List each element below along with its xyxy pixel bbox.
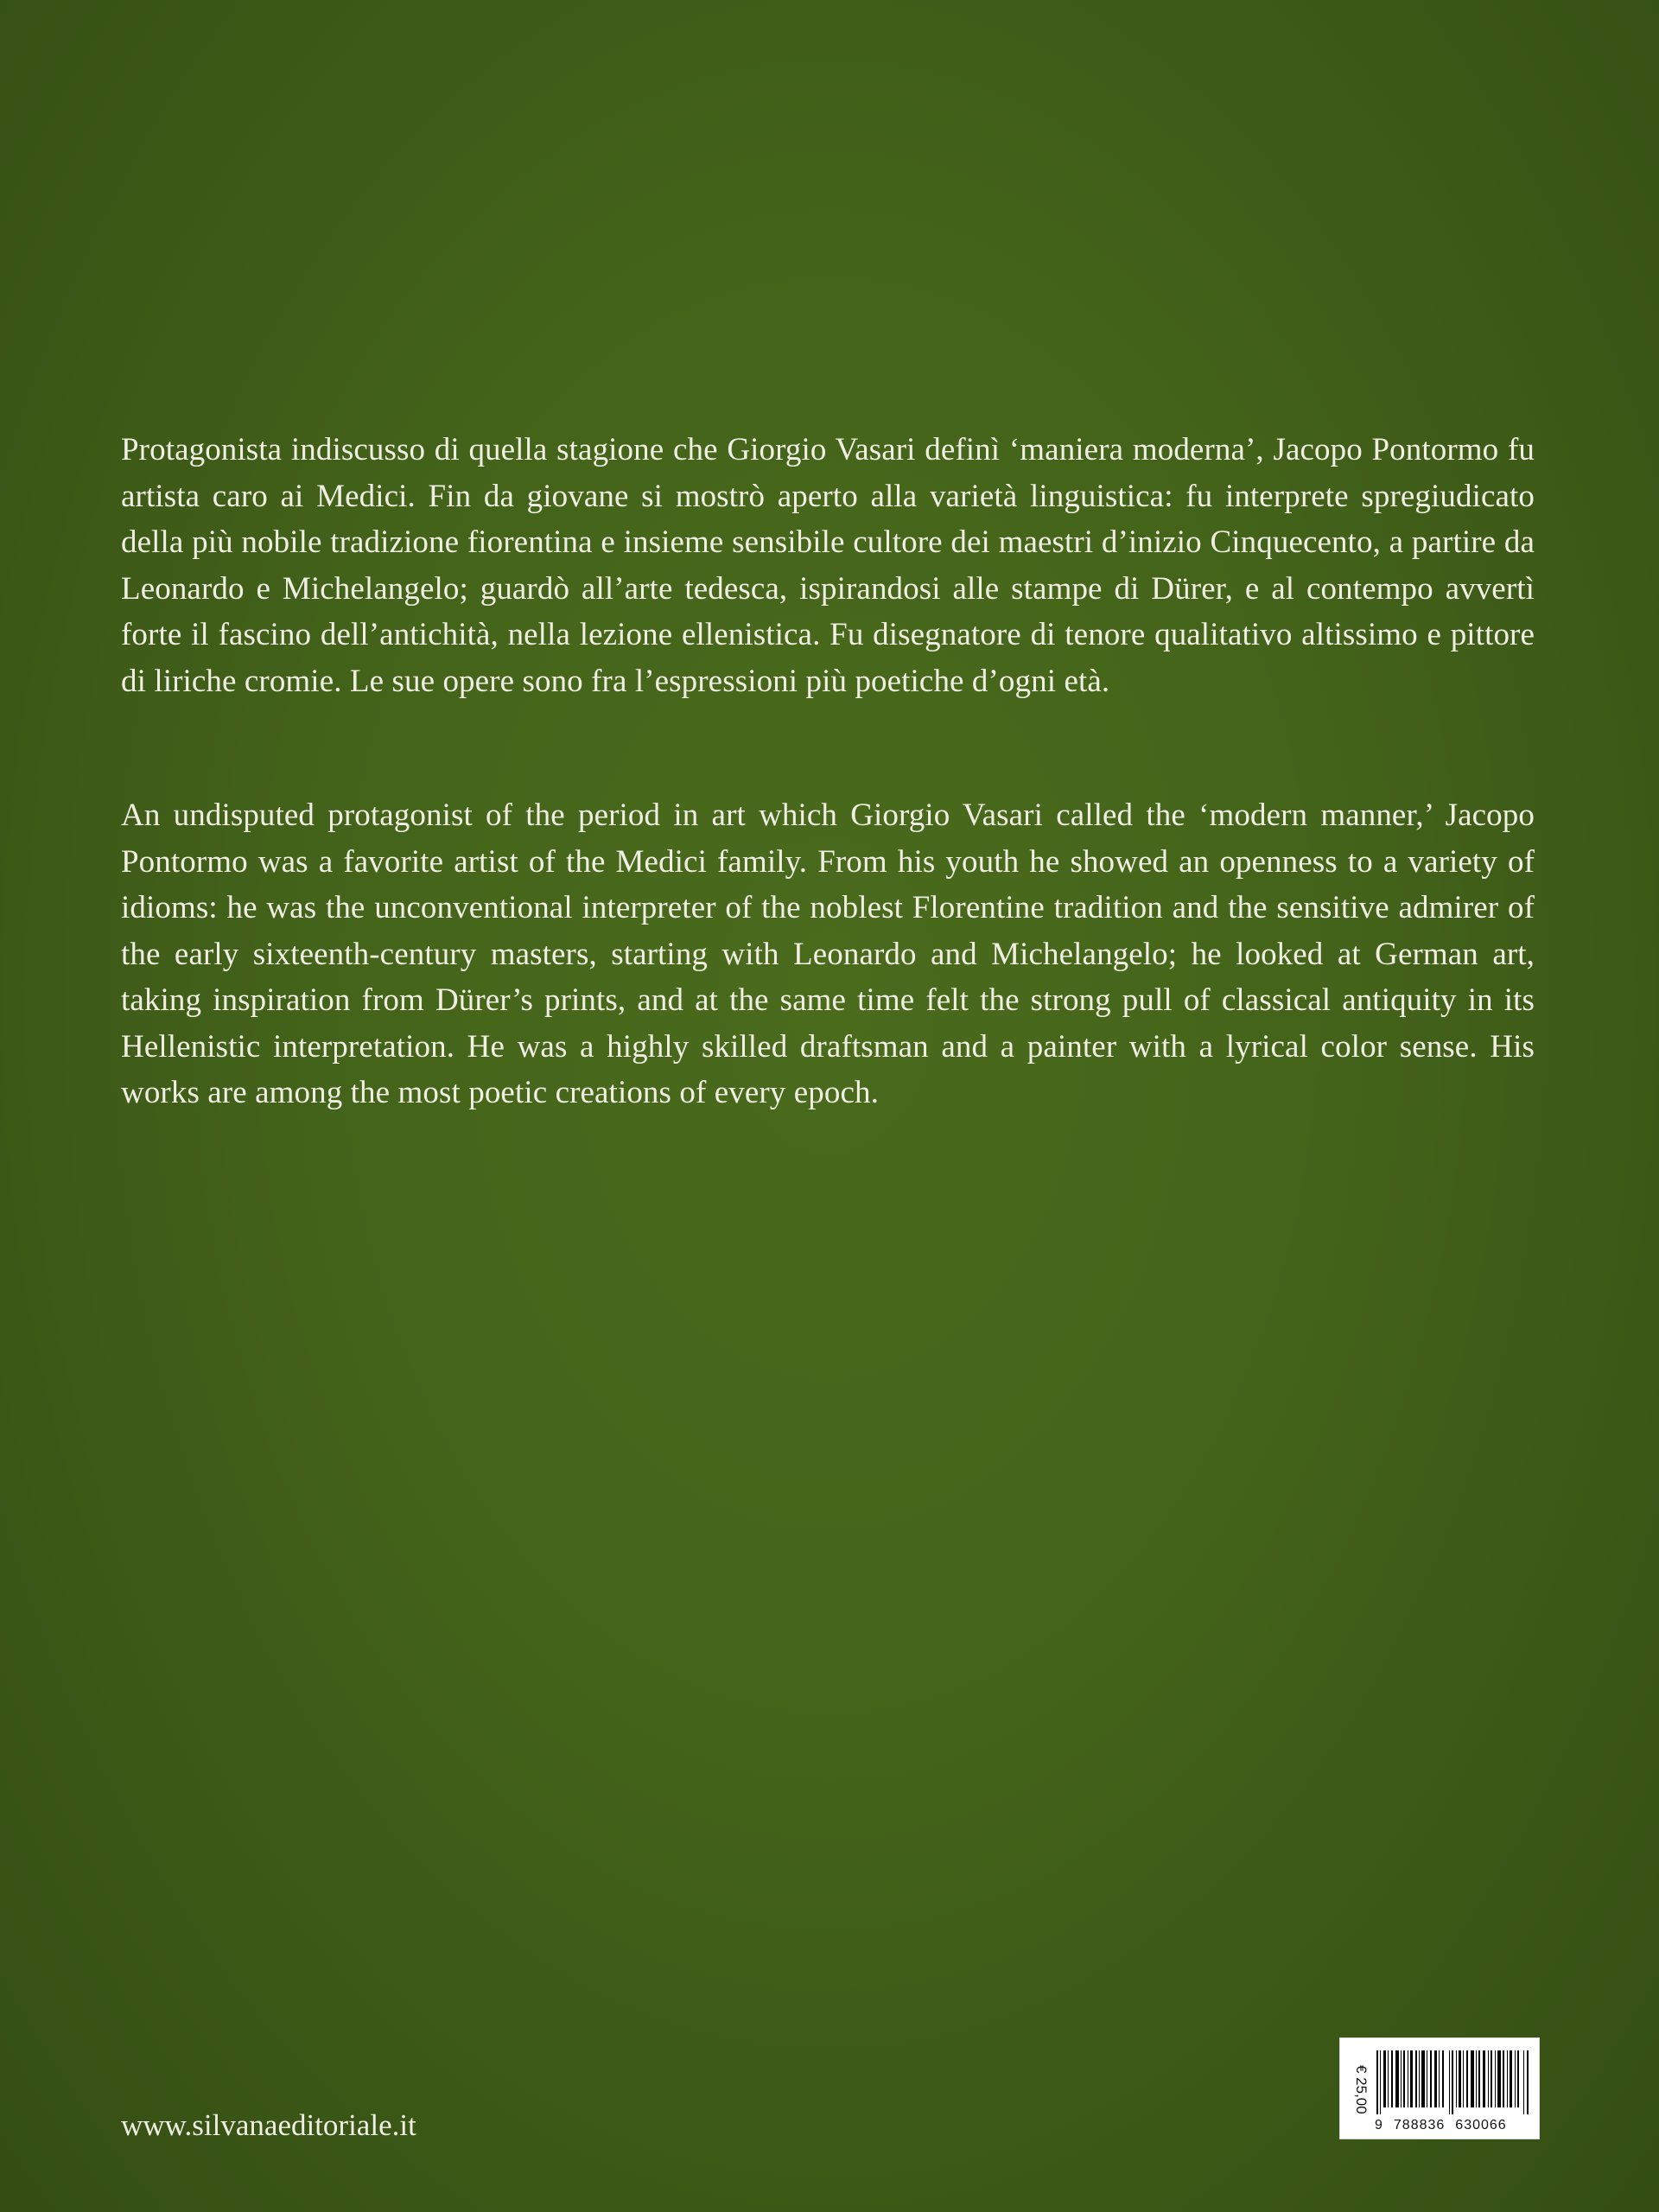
italian-description: Protagonista indiscusso di quella stagione che Giorgio Vasari definì ‘maniera moderna’, Jacopo Pontormo fu artista caro ai Medici. Fin da giovane si mostrò aperto alla varietà linguistica: fu interprete spregiudicato della più nobile tradizione fiorentina e insieme sensibile cultore dei maestri d’inizio Cinquecento, a partire da Leonardo e Michelangelo; guardò all’arte tedesca, ispirandosi alle stampe di Dürer, e al contempo avvertì forte il fascino dell’antichità, nella lezione ellenistica. Fu disegnatore di tenore qualitativo altissimo e pittore di liriche cromie. Le sue opere sono fra l’espressioni più poetiche d’ogni età.: [121, 432, 1535, 699]
publisher-website[interactable]: www.silvanaeditoriale.it: [121, 2108, 416, 2142]
barcode-label: [1339, 2037, 1540, 2139]
barcode-icon: [1375, 2050, 1534, 2114]
price-label: € 25,00: [1353, 2064, 1370, 2114]
english-description: An undisputed protagonist of the period in art which Giorgio Vasari called the ‘modern manner,’ Jacopo Pontormo was a favorite artist of the Medici family. From his youth he showed an openness to a variety of idioms: he was the unconventional interpreter of the noblest Florentine tradition and the sensitive admirer of the early sixteenth-century masters, starting with Leonardo and Michelangelo; he looked at German art, taking inspiration from Dürer’s prints, and at the same time felt the strong pull of classical antiquity in its Hellenistic interpretation. He was a highly skilled draftsman and a painter with a lyrical color sense. His works are among the most poetic creations of every epoch.: [121, 798, 1535, 1110]
isbn-group-2: 630066: [1455, 2118, 1507, 2133]
isbn-first-digit: 9: [1375, 2118, 1383, 2133]
isbn-group-1: 788836: [1393, 2118, 1446, 2133]
isbn-number: [1375, 2118, 1534, 2133]
